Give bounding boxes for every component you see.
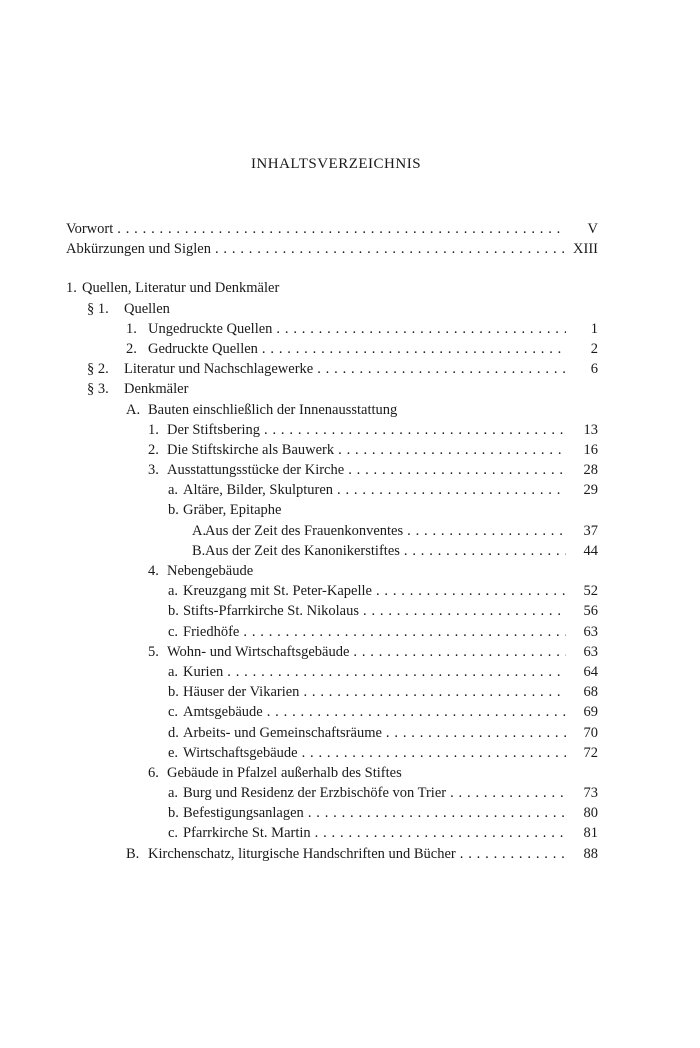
dot-leader <box>302 743 566 763</box>
toc-entry <box>66 723 598 743</box>
entry-line <box>167 420 598 440</box>
toc-entry <box>66 682 598 702</box>
entry-label: Gebäude in Pfalzel außerhalb des Stiftes <box>167 764 402 781</box>
entry-label: Burg und Residenz der Erzbischöfe von Trier <box>183 785 447 802</box>
entry-page: 44 <box>583 542 598 559</box>
dot-leader <box>267 702 566 722</box>
entry-number: c. <box>168 704 179 721</box>
toc-entry <box>66 702 598 722</box>
entry-label: Kirchenschatz, liturgische Handschriften und Bücher <box>148 845 456 862</box>
entry-number: 2. <box>148 441 159 458</box>
entry-label: Stifts-Pfarrkirche St. Nikolaus <box>183 603 359 620</box>
entry-label: Vorwort <box>66 221 114 237</box>
entry-page: 73 <box>583 785 598 802</box>
entry-number: a. <box>168 482 179 499</box>
front-entry <box>66 219 598 239</box>
entry-page: 63 <box>583 643 598 660</box>
entry-line <box>148 319 598 339</box>
entry-page: 6 <box>590 361 598 378</box>
toc-entry <box>66 662 598 682</box>
entry-page: 63 <box>583 623 598 640</box>
toc-entry <box>66 460 598 480</box>
entry-line <box>183 702 598 722</box>
entry-label: Kreuzgang mit St. Peter-Kapelle <box>183 583 372 600</box>
dot-leader <box>376 581 566 601</box>
toc-entry <box>66 480 598 500</box>
entry-page: 2 <box>590 340 598 357</box>
entry-label: Altäre, Bilder, Skulpturen <box>183 482 334 499</box>
entry-number: A. <box>192 522 207 539</box>
entry-page: 64 <box>583 663 598 680</box>
entry-number: d. <box>168 724 179 741</box>
entry-number: b. <box>168 603 179 620</box>
dot-leader <box>308 803 566 823</box>
entry-page: 69 <box>583 704 598 721</box>
entry-label: Arbeits- und Gemeinschaftsräume <box>183 724 382 741</box>
dot-leader <box>276 319 566 339</box>
section-gap <box>66 259 598 278</box>
entry-line <box>205 541 598 561</box>
entry-page: 16 <box>583 441 598 458</box>
toc-entry <box>66 278 598 298</box>
toc-entry <box>66 319 598 339</box>
entry-number: B. <box>192 542 206 559</box>
toc-entry <box>66 642 598 662</box>
dot-leader <box>363 601 566 621</box>
entry-number: 1. <box>148 421 159 438</box>
entry-line <box>183 682 598 702</box>
entry-label: Ungedruckte Quellen <box>148 320 273 337</box>
entry-label: Der Stiftsbering <box>167 421 261 438</box>
entry-label: Denkmäler <box>124 381 189 398</box>
dot-leader <box>407 521 566 541</box>
entry-number: B. <box>126 845 140 862</box>
entry-number: b. <box>168 502 179 519</box>
entry-number: 1. <box>126 320 137 337</box>
dot-leader <box>227 662 566 682</box>
toc-entry <box>66 400 598 420</box>
entry-number: 2. <box>126 340 137 357</box>
entry-number: a. <box>168 785 179 802</box>
entry-page: 56 <box>583 603 598 620</box>
entry-number: b. <box>168 684 179 701</box>
dot-leader <box>337 480 566 500</box>
entry-page: 29 <box>583 482 598 499</box>
entry-line <box>205 521 598 541</box>
entry-line <box>183 803 598 823</box>
entry-number: 5. <box>148 643 159 660</box>
toc-entry <box>66 763 598 783</box>
entry-line <box>183 480 598 500</box>
entry-page: 37 <box>583 522 598 539</box>
entry-page: V <box>587 221 598 237</box>
entry-page: 70 <box>583 724 598 741</box>
toc-entry <box>66 541 598 561</box>
toc-entry <box>66 581 598 601</box>
entry-label: Aus der Zeit des Frauenkonventes <box>205 522 404 539</box>
entry-line <box>183 662 598 682</box>
entry-page: 1 <box>590 320 598 337</box>
entry-number: § 1. <box>87 300 109 317</box>
toc-entry <box>66 440 598 460</box>
entry-number: 3. <box>148 462 159 479</box>
entry-number: § 2. <box>87 361 109 378</box>
entry-label: Gedruckte Quellen <box>148 340 258 357</box>
dot-leader <box>353 642 566 662</box>
entry-page: 72 <box>583 744 598 761</box>
entry-number: e. <box>168 744 179 761</box>
entry-page: 52 <box>583 583 598 600</box>
dot-leader <box>215 239 566 259</box>
entry-line <box>66 239 598 259</box>
entry-label: Pfarrkirche St. Martin <box>183 825 311 842</box>
entry-number: 4. <box>148 563 159 579</box>
entry-label: Friedhöfe <box>183 623 240 640</box>
entry-line <box>66 219 598 239</box>
entry-label: Ausstattungsstücke der Kirche <box>167 462 345 479</box>
entry-line <box>183 783 598 803</box>
toc-entry <box>66 844 598 864</box>
entry-line <box>148 844 598 864</box>
dot-leader <box>303 682 566 702</box>
entry-page: 28 <box>583 462 598 479</box>
entry-label: Aus der Zeit des Kanonikerstiftes <box>205 542 400 559</box>
entry-page: 81 <box>583 825 598 842</box>
front-matter <box>66 219 598 259</box>
toc-entry <box>66 420 598 440</box>
dot-leader <box>243 622 566 642</box>
entry-label: Wirtschaftsgebäude <box>183 744 298 761</box>
toc-entry <box>66 339 598 359</box>
entry-label: Quellen, Literatur und Denkmäler <box>82 280 280 297</box>
toc-entry <box>66 622 598 642</box>
dot-leader <box>317 359 566 379</box>
entry-label: Gräber, Epitaphe <box>183 502 282 519</box>
entry-label: Wohn- und Wirtschaftsgebäude <box>167 643 350 660</box>
toc-entry <box>66 500 598 520</box>
entry-label: Häuser der Vikarien <box>183 684 300 701</box>
toc-entry <box>66 803 598 823</box>
entry-label: Kurien <box>183 663 224 680</box>
entry-number: c. <box>168 825 179 842</box>
entry-label: Abkürzungen und Siglen <box>66 241 211 258</box>
entry-line <box>167 460 598 480</box>
toc-entry <box>66 823 598 843</box>
toc-entry <box>66 743 598 763</box>
entry-line <box>148 339 598 359</box>
toc-entry <box>66 783 598 803</box>
entry-page: 13 <box>583 421 598 438</box>
entry-label: Bauten einschließlich der Innenausstattung <box>148 401 398 418</box>
entry-line <box>183 581 598 601</box>
entry-number: b. <box>168 805 179 822</box>
entry-line <box>124 359 598 379</box>
entry-number: c. <box>168 623 179 640</box>
toc-entry <box>66 379 598 399</box>
entry-page: XIII <box>573 241 598 258</box>
entry-label: Befestigungsanlagen <box>183 805 304 822</box>
entry-line <box>167 642 598 662</box>
entry-page: 88 <box>583 845 598 862</box>
entry-line <box>183 723 598 743</box>
dot-leader <box>450 783 566 803</box>
entry-number: a. <box>168 583 179 600</box>
entry-number: 1. <box>66 280 77 297</box>
dot-leader <box>338 440 566 460</box>
entry-number: 6. <box>148 764 159 781</box>
entry-label: Die Stiftskirche als Bauwerk <box>167 441 335 458</box>
dot-leader <box>315 823 566 843</box>
entry-line <box>183 622 598 642</box>
front-entry <box>66 239 598 259</box>
entry-line <box>183 743 598 763</box>
entry-line <box>183 601 598 621</box>
entry-number: § 3. <box>87 381 109 398</box>
dot-leader <box>386 723 566 743</box>
toc-entry <box>66 601 598 621</box>
toc-entry <box>66 359 598 379</box>
dot-leader <box>117 219 566 239</box>
dot-leader <box>264 420 566 440</box>
entry-line <box>167 440 598 460</box>
entry-line <box>183 823 598 843</box>
table-of-contents <box>66 219 598 864</box>
entry-label: Quellen <box>124 300 170 317</box>
toc-entry <box>66 299 598 319</box>
entry-label: Nebengebäude <box>167 563 254 579</box>
dot-leader <box>460 844 566 864</box>
dot-leader <box>404 541 566 561</box>
entry-number: A. <box>126 401 141 418</box>
entry-number: a. <box>168 663 179 680</box>
entry-page: 80 <box>583 805 598 822</box>
toc-entry <box>66 521 598 541</box>
entry-page: 68 <box>583 684 598 701</box>
dot-leader <box>262 339 566 359</box>
dot-leader <box>348 460 566 480</box>
entry-label: Amtsgebäude <box>183 704 263 721</box>
page-title: INHALTSVERZEICHNIS <box>250 156 422 172</box>
entry-label: Literatur und Nachschlagewerke <box>124 361 314 378</box>
toc-entry <box>66 561 598 581</box>
sections <box>66 278 598 863</box>
